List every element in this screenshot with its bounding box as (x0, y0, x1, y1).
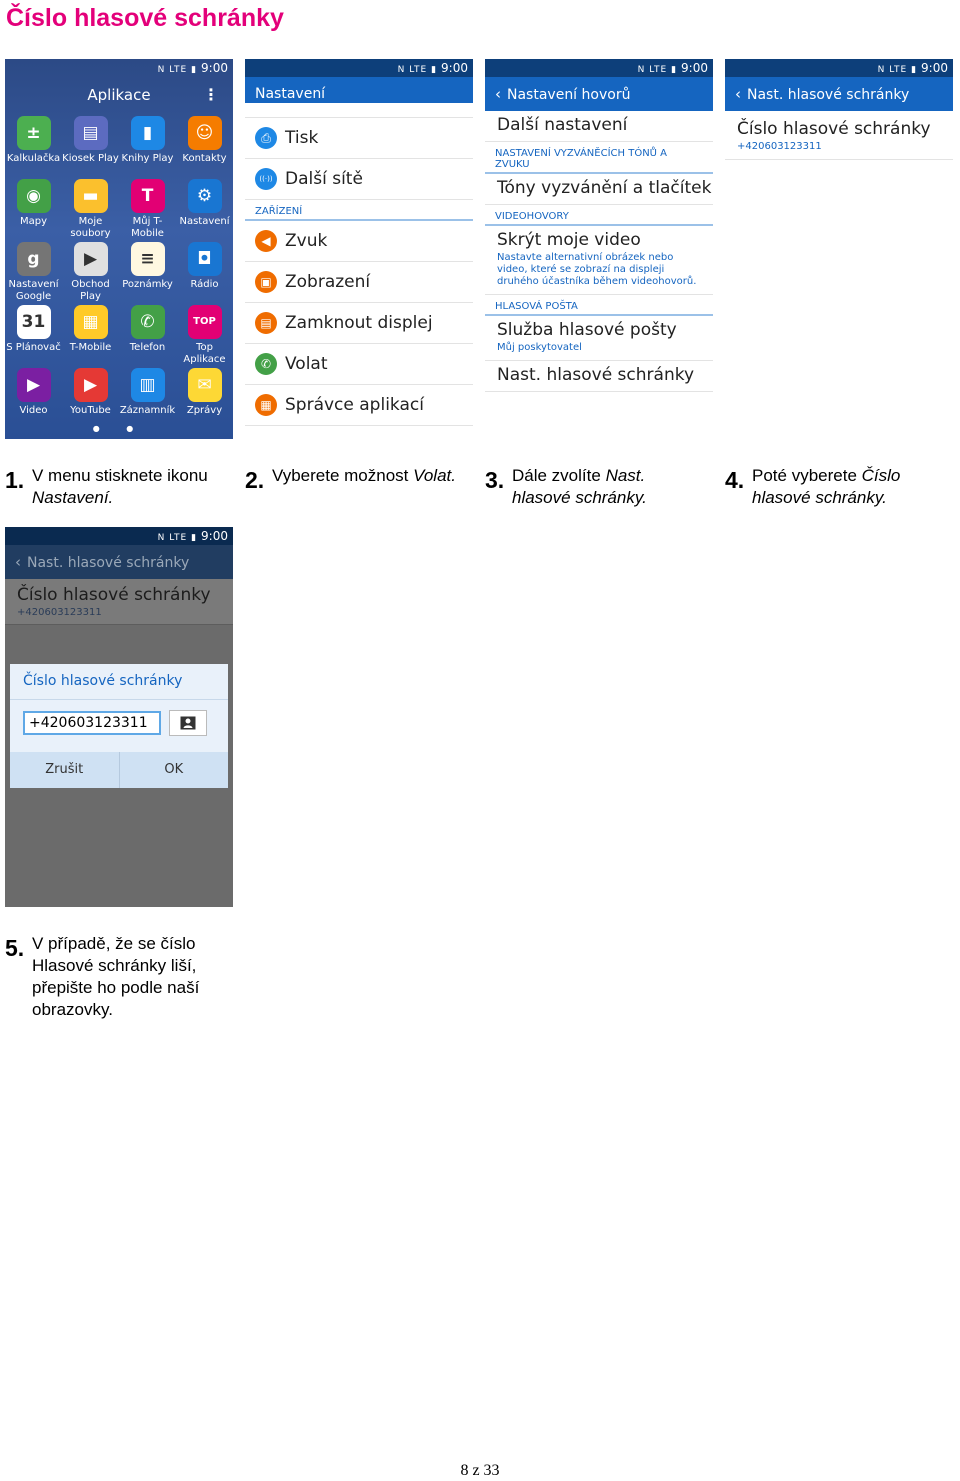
contact-picker-button[interactable] (169, 710, 207, 736)
calendar-icon: 31 (17, 305, 51, 339)
recorder-icon: ▥ (131, 368, 165, 402)
screenshot-voicemail-settings (725, 59, 953, 439)
app-label: Moje soubory (70, 216, 111, 239)
settings-item[interactable] (245, 303, 473, 344)
back-icon: ‹ (15, 553, 21, 571)
app-google-settings[interactable] (5, 239, 62, 302)
app-notes[interactable] (119, 239, 176, 302)
networks-icon: ((·)) (255, 168, 277, 190)
app-contacts[interactable] (176, 113, 233, 176)
call-settings-item[interactable] (485, 111, 713, 142)
app-label: Můj T-Mobile (131, 216, 164, 239)
settings-item[interactable] (245, 344, 473, 385)
app-radio[interactable] (176, 239, 233, 302)
item-subtitle: Nastavte alternativní obrázek nebo video, které se zobrazí na displeji druhého účastníka během videohovorů. (497, 252, 697, 287)
section-header: ZAŘÍZENÍ (245, 200, 473, 221)
youtube-icon: ▶ (74, 368, 108, 402)
call-icon: ✆ (255, 353, 277, 375)
app-top-apps[interactable] (176, 302, 233, 365)
call-settings-item[interactable] (485, 316, 713, 361)
books-icon: ▮ (131, 116, 165, 150)
app-newsstand[interactable] (62, 113, 119, 176)
app-calendar[interactable] (5, 302, 62, 365)
back-icon[interactable]: ‹ (735, 85, 741, 103)
step-instruction: Dále zvolíte (512, 466, 601, 485)
display-icon: ▣ (255, 271, 277, 293)
call-settings-item[interactable] (485, 174, 713, 205)
screenshot-apps (5, 59, 233, 439)
app-label: Poznámky (122, 279, 173, 290)
app-label: Kiosek Play (62, 153, 119, 164)
step-number: 1. (5, 467, 25, 493)
app-label: Knihy Play (121, 153, 174, 164)
app-maps[interactable] (5, 176, 62, 239)
step-1 (5, 465, 235, 513)
app-label: Mapy (19, 216, 48, 227)
print-icon: ⎙ (255, 127, 277, 149)
status-bar (485, 59, 713, 77)
folder-icon: ▬ (74, 179, 108, 213)
status-bar (245, 59, 473, 77)
settings-item-label: Zvuk (285, 231, 328, 251)
contact-card-icon (180, 716, 196, 730)
status-icons: N LTE ▮ (637, 65, 678, 75)
settings-item-label: Zamknout displej (285, 313, 433, 333)
ok-button[interactable]: OK (164, 762, 184, 777)
app-label: Obchod Play (71, 279, 110, 302)
app-label: Kalkulačka (6, 153, 61, 164)
item-title: Tóny vyzvánění a tlačítek (497, 178, 712, 198)
step-instruction: V menu stisknete ikonu (32, 466, 208, 485)
app-messages[interactable] (176, 365, 233, 428)
app-video[interactable] (5, 365, 62, 428)
apps-header (5, 77, 233, 113)
notes-icon: ≡ (131, 242, 165, 276)
call-settings-appbar[interactable] (485, 77, 713, 111)
step-number: 3. (485, 467, 505, 493)
page-number: 8 z 33 (460, 1462, 500, 1479)
play-store-icon: ▶ (74, 242, 108, 276)
video-icon: ▶ (17, 368, 51, 402)
voicemail-number-title: Číslo hlasové schránky (17, 585, 211, 605)
appbar-title: Nastavení hovorů (507, 87, 631, 103)
step-number: 4. (725, 467, 745, 493)
app-phone[interactable] (119, 302, 176, 365)
screenshot-call-settings (485, 59, 713, 439)
radio-icon: ◘ (188, 242, 222, 276)
app-books[interactable] (119, 113, 176, 176)
step-text (32, 465, 208, 509)
app-tmobile[interactable] (119, 176, 176, 239)
step-3 (485, 465, 715, 513)
voicemail-number-input[interactable] (23, 711, 161, 735)
settings-item[interactable] (245, 385, 473, 426)
settings-list (245, 103, 473, 426)
appbar-title: Nast. hlasové schránky (27, 555, 190, 571)
voicemail-number-row (5, 579, 233, 625)
call-settings-item[interactable] (485, 226, 713, 295)
messages-icon: ✉ (188, 368, 222, 402)
step-text: V případě, že se číslo Hlasové schránky liší, přepište ho podle naší obrazovky. (32, 934, 200, 1019)
item-title: Další nastavení (497, 115, 628, 135)
phone-icon: ✆ (131, 305, 165, 339)
step-target: Nastavení. (32, 488, 114, 507)
settings-item[interactable] (245, 262, 473, 303)
section-header: HLASOVÁ POŠTA (485, 295, 713, 316)
app-label: Záznamník (119, 405, 176, 416)
settings-item[interactable] (245, 118, 473, 159)
status-icons: N LTE ▮ (397, 65, 438, 75)
app-settings[interactable] (176, 176, 233, 239)
settings-item-label: Tisk (285, 128, 319, 148)
app-recorder[interactable] (119, 365, 176, 428)
app-label: Telefon (129, 342, 166, 353)
step-4 (725, 465, 955, 513)
settings-item-label: Zobrazení (285, 272, 371, 292)
app-label: Zprávy (186, 405, 223, 416)
settings-icon: ⚙ (188, 179, 222, 213)
step-instruction: Poté vyberete (752, 466, 857, 485)
section-header: VIDEOHOVORY (485, 205, 713, 226)
app-label: Nastavení Google (8, 279, 59, 302)
item-title: Služba hlasové pošty (497, 320, 677, 340)
step-target: Nast. hlasové schránky. (512, 466, 647, 507)
step-text (512, 465, 702, 509)
status-icons: N LTE ▮ (157, 533, 198, 543)
app-label: Nastavení (179, 216, 230, 227)
status-time: 9:00 (921, 61, 948, 75)
maps-icon: ◉ (17, 179, 51, 213)
app-youtube[interactable] (62, 365, 119, 428)
tmobile-icon: T (131, 179, 165, 213)
app-grid (5, 113, 233, 428)
status-icons: N LTE ▮ (877, 65, 918, 75)
step-instruction: Vyberete možnost (272, 466, 409, 485)
item-title: Nast. hlasové schránky (497, 365, 695, 385)
settings-item[interactable] (245, 159, 473, 200)
voicemail-number-value: +420603123311 (17, 607, 102, 618)
call-settings-item[interactable] (485, 361, 713, 392)
lock-screen-icon: ▤ (255, 312, 277, 334)
status-bar (5, 527, 233, 545)
app-label: Top Aplikace (183, 342, 226, 365)
sim-icon: ▦ (74, 305, 108, 339)
app-manager-icon: ▦ (255, 394, 277, 416)
more-menu-icon[interactable]: ⋮ (203, 85, 219, 104)
back-icon[interactable]: ‹ (495, 85, 501, 103)
dialog-title: Číslo hlasové schránky (10, 664, 228, 700)
sound-icon: ◀ (255, 230, 277, 252)
item-subtitle: Můj poskytovatel (497, 342, 582, 353)
step-5 (5, 933, 235, 1023)
settings-item-label: Správce aplikací (285, 395, 424, 415)
app-sim[interactable] (62, 302, 119, 365)
settings-appbar: Nastavení (245, 77, 473, 111)
voicemail-number-value: +420603123311 (737, 141, 822, 152)
apps-title: Aplikace (87, 86, 151, 104)
google-settings-icon: g (17, 242, 51, 276)
app-label: Video (19, 405, 48, 416)
appbar-title: Nast. hlasové schránky (747, 87, 910, 103)
status-time: 9:00 (681, 61, 708, 75)
status-time: 9:00 (201, 61, 228, 75)
voicemail-appbar[interactable] (725, 77, 953, 111)
voicemail-number-dialog (10, 664, 228, 788)
settings-item[interactable] (245, 221, 473, 262)
status-time: 9:00 (441, 61, 468, 75)
step-number: 2. (245, 467, 265, 493)
settings-item-label: Volat (285, 354, 328, 374)
contacts-icon: ☺ (188, 116, 222, 150)
app-play-store[interactable] (62, 239, 119, 302)
top-apps-icon: TOP (188, 305, 222, 339)
screenshot-voicemail-dialog (5, 527, 233, 907)
screenshot-settings (245, 59, 473, 439)
page-title: Číslo hlasové schránky (6, 4, 284, 32)
page-indicator: ● ● (92, 424, 146, 433)
call-settings-list (485, 111, 713, 392)
section-header: NASTAVENÍ VYZVÁNĚCÍCH TÓNŮ A ZVUKU (485, 142, 713, 174)
app-calculator[interactable] (5, 113, 62, 176)
step-target: Volat. (413, 466, 456, 485)
voicemail-number-title: Číslo hlasové schránky (737, 119, 931, 139)
status-time: 9:00 (201, 529, 228, 543)
app-label: Rádio (190, 279, 219, 290)
step-target: Číslo hlasové schránky. (752, 466, 901, 507)
settings-item-label: Další sítě (285, 169, 363, 189)
step-number: 5. (5, 935, 25, 961)
app-folder[interactable] (62, 176, 119, 239)
status-icons: N LTE ▮ (157, 65, 198, 75)
app-label: T-Mobile (69, 342, 112, 353)
status-bar (725, 59, 953, 77)
item-title: Skrýt moje video (497, 230, 641, 250)
cancel-button[interactable]: Zrušit (10, 752, 120, 788)
step-text (752, 465, 942, 509)
calculator-icon: ± (17, 116, 51, 150)
status-bar (5, 59, 233, 77)
app-label: Kontakty (182, 153, 227, 164)
app-label: S Plánovač (6, 342, 61, 353)
app-label: YouTube (70, 405, 111, 416)
voicemail-appbar (5, 545, 233, 579)
newsstand-icon: ▤ (74, 116, 108, 150)
step-text (272, 465, 456, 487)
voicemail-number-row[interactable] (725, 111, 953, 160)
step-2 (245, 465, 475, 513)
